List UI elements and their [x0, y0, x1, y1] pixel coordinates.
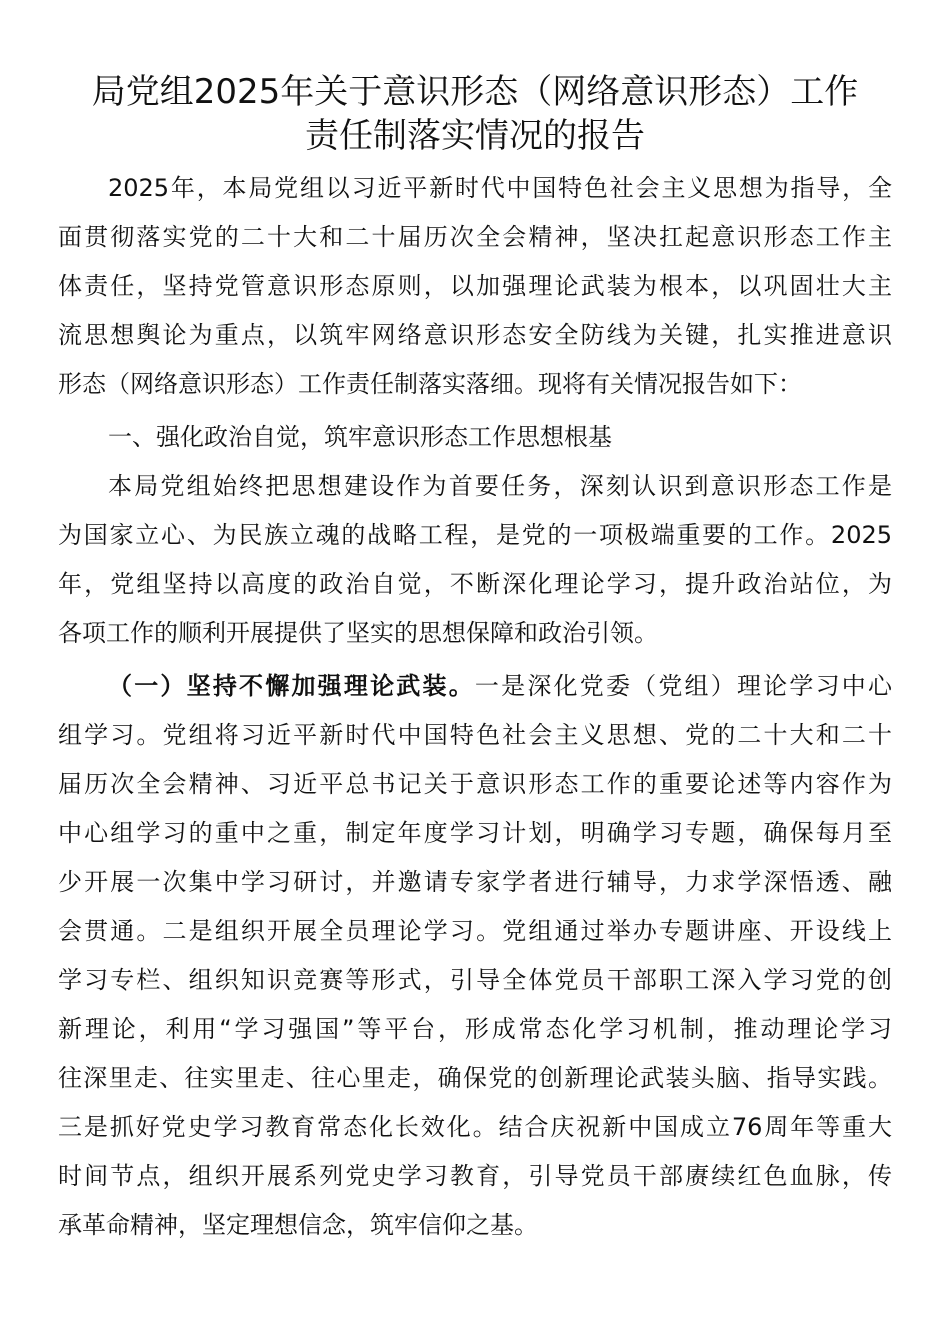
- document-title-line-2: 责任制落实情况的报告: [305, 116, 645, 156]
- subsection-paragraph-line: 往深里走、往实里走、往心里走，确保党的创新理论武装头脑、指导实践。: [58, 1064, 892, 1092]
- subsection-paragraph-line: 会贯通。二是组织开展全员理论学习。党组通过举办专题讲座、开设线上: [58, 917, 892, 945]
- section-paragraph-line: 年，党组坚持以高度的政治自觉，不断深化理论学习，提升政治站位，为: [58, 570, 892, 598]
- subsection-paragraph-line: 学习专栏、组织知识竞赛等形式，引导全体党员干部职工深入学习党的创: [58, 966, 892, 994]
- intro-paragraph-line: 体责任，坚持党管意识形态原则，以加强理论武装为根本，以巩固壮大主: [58, 272, 892, 300]
- intro-paragraph-line: 2025年，本局党组以习近平新时代中国特色社会主义思想为指导，全: [108, 174, 892, 202]
- document-title-line-1: 局党组2025年关于意识形态（网络意识形态）工作: [91, 72, 859, 112]
- subsection-paragraph-line: 届历次全会精神、习近平总书记关于意识形态工作的重要论述等内容作为: [58, 770, 892, 798]
- intro-paragraph-line: 流思想舆论为重点，以筑牢网络意识形态安全防线为关键，扎实推进意识: [58, 321, 892, 349]
- section-paragraph-line: 为国家立心、为民族立魂的战略工程，是党的一项极端重要的工作。2025: [58, 521, 892, 549]
- subsection-paragraph-line: 少开展一次集中学习研讨，并邀请专家学者进行辅导，力求学深悟透、融: [58, 868, 892, 896]
- subsection-first-line: [108, 668, 892, 704]
- section-paragraph-line: 各项工作的顺利开展提供了坚实的思想保障和政治引领。: [58, 619, 658, 647]
- subsection-first-line-text: 一是深化党委（党组）理论学习中心: [474, 672, 893, 700]
- intro-paragraph-line: 形态（网络意识形态）工作责任制落实落细。现将有关情况报告如下：: [58, 370, 802, 398]
- subsection-paragraph-line: 时间节点，组织开展系列党史学习教育，引导党员干部赓续红色血脉，传: [58, 1162, 892, 1190]
- intro-paragraph-line: 面贯彻落实党的二十大和二十届历次全会精神，坚决扛起意识形态工作主: [58, 223, 892, 251]
- subsection-paragraph-line: 新理论，利用“学习强国”等平台，形成常态化学习机制，推动理论学习: [58, 1015, 892, 1043]
- subsection-paragraph-line: 三是抓好党史学习教育常态化长效化。结合庆祝新中国成立76周年等重大: [58, 1113, 892, 1141]
- subsection-paragraph-line: 中心组学习的重中之重，制定年度学习计划，明确学习专题，确保每月至: [58, 819, 892, 847]
- subsection-bold-lead: （一）坚持不懈加强理论武装。: [108, 672, 475, 700]
- subsection-paragraph-line: 承革命精神，坚定理想信念，筑牢信仰之基。: [58, 1211, 538, 1239]
- subsection-paragraph-line: 组学习。党组将习近平新时代中国特色社会主义思想、党的二十大和二十: [58, 721, 892, 749]
- section-paragraph-line: 本局党组始终把思想建设作为首要任务，深刻认识到意识形态工作是: [108, 472, 892, 500]
- section-heading: 一、强化政治自觉，筑牢意识形态工作思想根基: [108, 423, 612, 451]
